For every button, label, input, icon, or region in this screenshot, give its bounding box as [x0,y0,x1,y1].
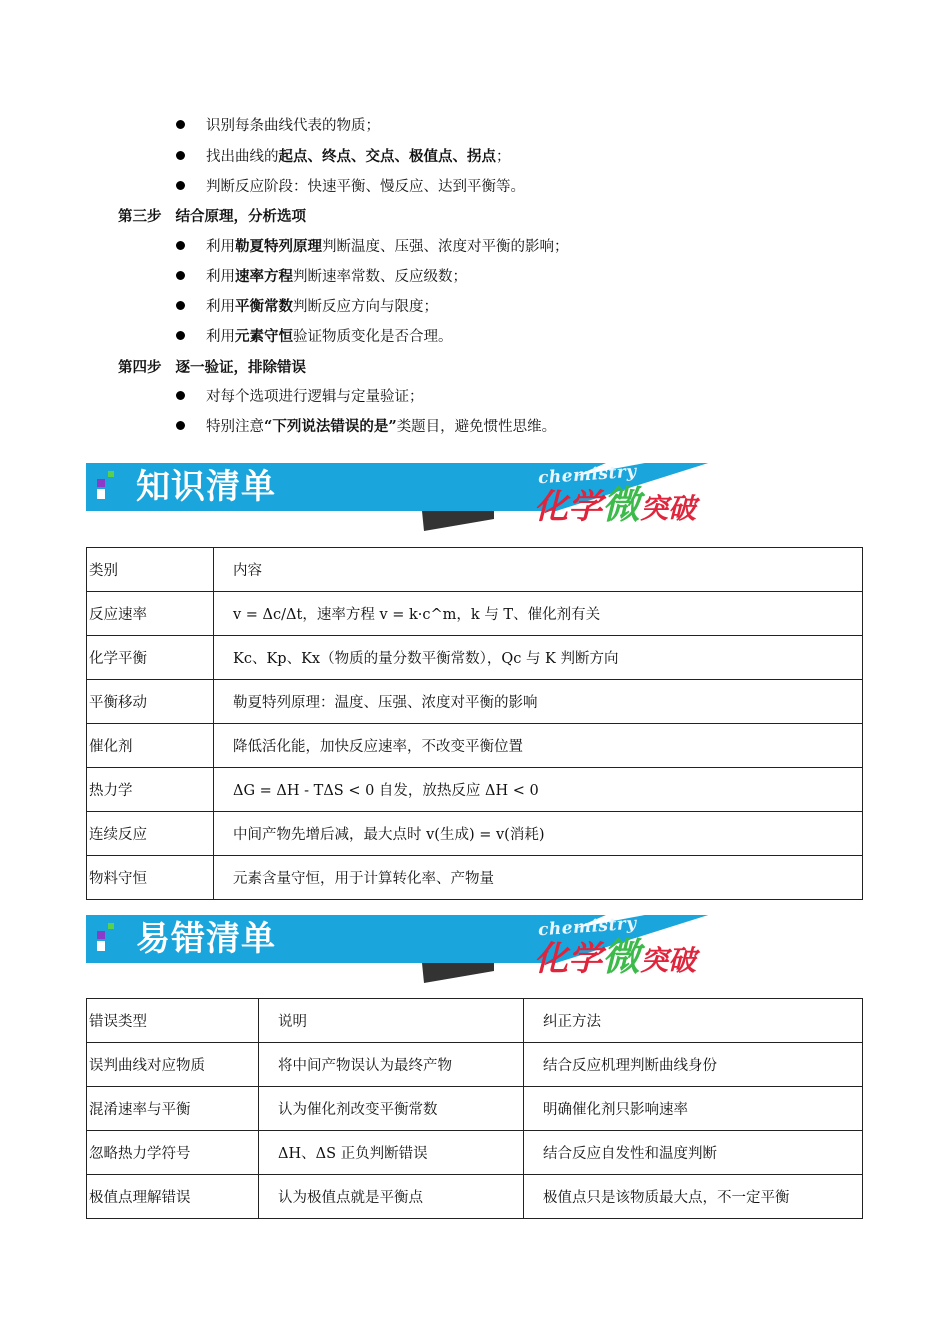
body-text: ； [496,149,511,165]
bullet-item [176,297,438,317]
bullet-item [176,147,511,167]
bullet-dot-icon [176,120,185,129]
table-header-cell: 错误类型 [87,999,259,1043]
logo-text-en: chemistry [537,461,638,489]
bullet-item [176,116,380,136]
table-header-cell: 纠正方法 [524,999,863,1043]
logo-text-cn: 化学微突破 [534,483,697,527]
section-title: 易错清单 [136,919,276,959]
step-heading: 第三步 结合原理，分析选项 [118,208,306,225]
error-table [86,998,863,1219]
bullet-dot-icon [176,181,185,190]
knowledge-table [86,547,863,900]
bullet-dot-icon [176,391,185,400]
body-text: 特别注意 [206,419,264,435]
table-cell: 元素含量守恒，用于计算转化率、产物量 [214,856,863,900]
table-header-row [87,548,863,592]
table-cell: 混淆速率与平衡 [87,1087,259,1131]
table-cell: 连续反应 [87,812,214,856]
bullet-item [176,177,525,197]
body-text: 判断反应阶段：快速平衡、慢反应、达到平衡等。 [206,179,525,195]
table-cell: 中间产物先增后减，最大点时 v(生成) = v(消耗) [214,812,863,856]
table-row [87,636,863,680]
table-cell: 极值点理解错误 [87,1175,259,1219]
table-row [87,812,863,856]
table-cell: 认为催化剂改变平衡常数 [259,1087,524,1131]
table-cell: 热力学 [87,768,214,812]
table-cell: 认为极值点就是平衡点 [259,1175,524,1219]
table-row [87,1131,863,1175]
emphasis-text: 平衡常数 [235,298,293,315]
table-row [87,1043,863,1087]
body-text: 识别每条曲线代表的物质； [206,118,380,134]
table-row [87,1087,863,1131]
table-row [87,768,863,812]
bullet-item [176,267,467,287]
banner-square-icon [97,931,105,939]
bullet-dot-icon [176,421,185,430]
banner-square-icon [108,923,114,929]
table-cell: 降低活化能，加快反应速率，不改变平衡位置 [214,724,863,768]
banner-square-icon [97,479,105,487]
table-cell: ΔG = ΔH - TΔS < 0 自发，放热反应 ΔH < 0 [214,768,863,812]
bullet-item [176,237,569,257]
logo-text-en: chemistry [537,913,638,941]
emphasis-text: “下列说法错误的是” [264,418,397,435]
body-text: 验证物质变化是否合理。 [293,329,453,345]
body-text: 找出曲线的 [206,149,279,165]
bullet-dot-icon [176,241,185,250]
table-cell: 催化剂 [87,724,214,768]
table-row [87,724,863,768]
body-text: 对每个选项进行逻辑与定量验证； [206,389,424,405]
emphasis-text: 元素守恒 [235,328,293,345]
section-title: 知识清单 [136,467,276,507]
bullet-dot-icon [176,271,185,280]
body-text: 判断温度、压强、浓度对平衡的影响； [322,239,569,255]
table-row [87,1175,863,1219]
table-cell: 极值点只是该物质最大点，不一定平衡 [524,1175,863,1219]
banner-square-icon [97,489,105,499]
table-cell: 将中间产物误认为最终产物 [259,1043,524,1087]
table-cell: 忽略热力学符号 [87,1131,259,1175]
logo-text-cn: 化学微突破 [534,935,697,979]
bullet-dot-icon [176,151,185,160]
table-cell: 结合反应自发性和温度判断 [524,1131,863,1175]
table-header-row [87,999,863,1043]
emphasis-text: 起点、终点、交点、极值点、拐点 [278,148,496,165]
emphasis-text: 勒夏特列原理 [235,238,322,255]
body-text: 判断反应方向与限度； [293,299,438,315]
table-cell: 结合反应机理判断曲线身份 [524,1043,863,1087]
banner-square-icon [108,471,114,477]
section-banner-knowledge [86,463,746,533]
body-text: 判断速率常数、反应级数； [293,269,467,285]
table-cell: ΔH、ΔS 正负判断错误 [259,1131,524,1175]
bullet-item [176,417,556,437]
table-cell: 反应速率 [87,592,214,636]
bullet-dot-icon [176,301,185,310]
table-row [87,592,863,636]
table-row [87,680,863,724]
table-row [87,856,863,900]
body-text: 类题目，避免惯性思维。 [396,419,557,435]
table-cell: 明确催化剂只影响速率 [524,1087,863,1131]
banner-square-icon [97,941,105,951]
body-text: 利用 [206,239,235,255]
table-cell: 勒夏特列原理：温度、压强、浓度对平衡的影响 [214,680,863,724]
table-cell: 平衡移动 [87,680,214,724]
table-cell: 误判曲线对应物质 [87,1043,259,1087]
table-header-cell: 类别 [87,548,214,592]
step-heading: 第四步 逐一验证，排除错误 [118,359,306,376]
bullet-item [176,387,424,407]
section-banner-errors [86,915,746,985]
table-header-cell: 说明 [259,999,524,1043]
body-text: 利用 [206,269,235,285]
table-cell: 物料守恒 [87,856,214,900]
table-cell: 化学平衡 [87,636,214,680]
bullet-dot-icon [176,331,185,340]
table-header-cell: 内容 [214,548,863,592]
body-text: 利用 [206,299,235,315]
table-cell: Kc、Kp、Kx（物质的量分数平衡常数），Qc 与 K 判断方向 [214,636,863,680]
table-cell: v = Δc/Δt，速率方程 v = k·c^m，k 与 T、催化剂有关 [214,592,863,636]
emphasis-text: 速率方程 [235,268,293,285]
bullet-item [176,327,453,347]
body-text: 利用 [206,329,235,345]
